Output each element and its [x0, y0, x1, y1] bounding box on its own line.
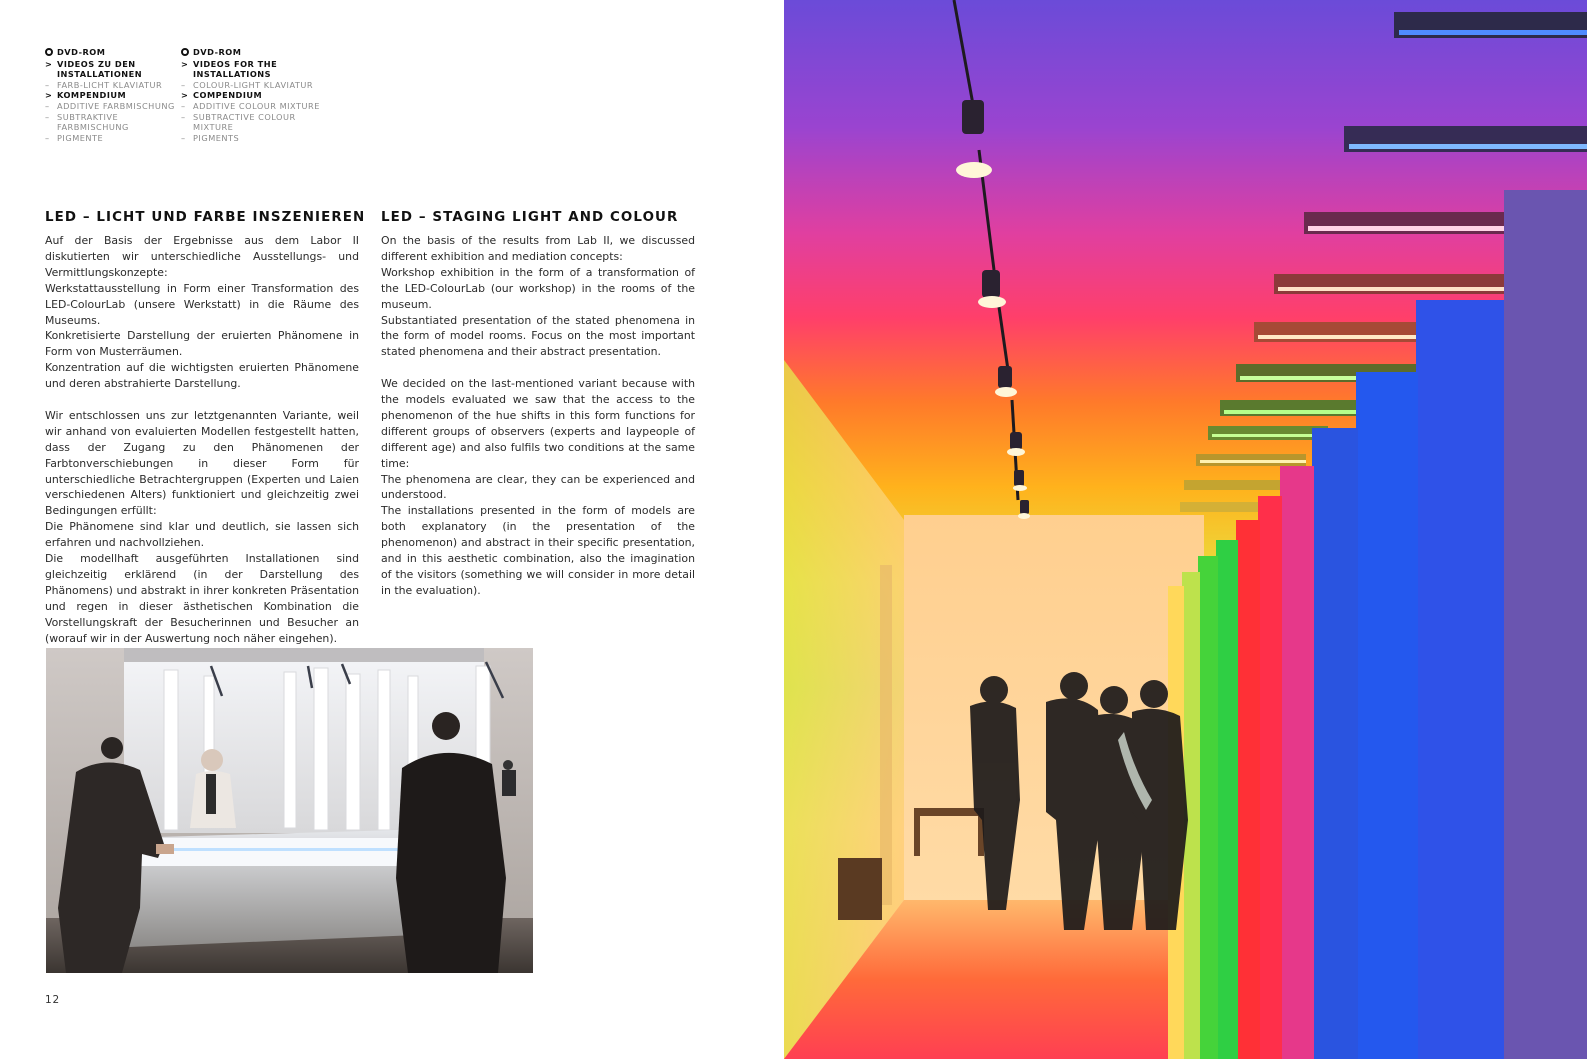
paragraph: Konzentration auf die wichtigsten eruierten Phänomene und deren abstrahierte Darstellung. [45, 361, 359, 391]
nav-item-kompendium[interactable] [45, 90, 180, 101]
nav-item-label: PIGMENTS [193, 132, 240, 143]
nav-item-label: VIDEOS ZU DEN INSTALLATIONEN [57, 58, 143, 80]
dash-marker-icon: – [45, 111, 50, 122]
nav-item-label: PIGMENTE [57, 132, 104, 143]
paragraph: Auf der Basis der Ergebnisse aus dem Labor II diskutierten wir unterschiedliche Ausstellungs- und Vermittlungskonzepte: [45, 234, 359, 279]
nav-item-colour-light[interactable] [181, 80, 321, 91]
paragraph: Wir entschlossen uns zur letztgenannten Variante, weil wir anhand von evaluierten Modellen festgestellt hatten, dass der Zugang zu den Phänomenen der Farbtonverschiebungen in dieser Form für unterschiedliche Betrachtergruppen (Experten und Laien verschiedenen Alters) funktioniert und gleichzeitig zwei Bedingungen erfüllt: [45, 408, 359, 518]
page-number: 12 [45, 994, 60, 1006]
nav-item-subtractive[interactable] [181, 112, 321, 133]
nav-item-dvd-rom[interactable] [181, 47, 321, 59]
nav-item-label: DVD-ROM [193, 47, 242, 57]
dash-marker-icon: – [45, 132, 50, 143]
dash-marker-icon: – [45, 100, 50, 111]
circle-bullet-icon [181, 47, 193, 59]
nav-item-pigments[interactable] [181, 133, 321, 144]
dash-marker-icon: – [181, 111, 186, 122]
nav-item-farb-licht[interactable] [45, 80, 180, 91]
paragraph: Werkstattausstellung in Form einer Transformation des LED-ColourLab (unsere Werkstatt) in die Räume des Museums. [45, 281, 359, 327]
dash-marker-icon: – [181, 132, 186, 143]
dash-marker-icon: – [181, 79, 186, 90]
photo-exhibition-table [46, 648, 533, 973]
nav-item-label: COLOUR-LIGHT KLAVIATUR [193, 79, 314, 90]
arrow-marker-icon: > [181, 58, 189, 69]
nav-menu-german [45, 47, 180, 143]
arrow-marker-icon: > [45, 58, 53, 69]
photo-rainbow-corridor-image [784, 0, 1587, 1059]
nav-item-label: ADDITIVE FARBMISCHUNG [57, 100, 175, 111]
nav-item-label: FARB-LICHT KLAVIATUR [57, 79, 163, 90]
heading-english: LED – STAGING LIGHT AND COLOUR [381, 210, 679, 225]
nav-item-label: KOMPENDIUM [57, 90, 127, 101]
circle-bullet-icon [45, 47, 57, 59]
heading-german: LED – LICHT UND FARBE INSZENIEREN [45, 210, 366, 225]
arrow-marker-icon: > [45, 90, 53, 101]
paragraph: Workshop exhibition in the form of a transformation of the LED-ColourLab (our workshop) in the rooms of the museum. [381, 265, 695, 311]
paragraph: Die modellhaft ausgeführten Installationen sind gleichzeitig erklärend (in der Darstellung des Phänomens) und abstrakt in ihrer konkreten Präsentation und regen in dieser ästhetischen Kombination die Vorstellungskraft der Besucherinnen und Besucher an (worauf wir in der Auswertung noch näher eingehen). [45, 552, 359, 645]
nav-item-additive[interactable] [45, 101, 180, 112]
nav-item-subtraktive[interactable] [45, 112, 180, 133]
paragraph: On the basis of the results from Lab II, we discussed different exhibition and mediation concepts: [381, 234, 695, 263]
dash-marker-icon: – [181, 100, 186, 111]
photo-exhibition-table-image [46, 648, 533, 973]
nav-item-dvd-rom[interactable] [45, 47, 180, 59]
paragraph: The phenomena are clear, they can be experienced and understood. [381, 472, 695, 502]
nav-item-label: ADDITIVE COLOUR MIXTURE [193, 100, 320, 111]
paragraph: Die Phänomene sind klar und deutlich, sie lassen sich erfahren und nachvollziehen. [45, 520, 359, 550]
nav-item-label: SUBTRACTIVE COLOUR MIXTURE [193, 111, 296, 133]
paragraph: Substantiated presentation of the stated phenomena in the form of model rooms. Focus on the most important stated phenomena and their abstract presentation. [381, 313, 695, 359]
arrow-marker-icon: > [181, 90, 189, 101]
nav-item-label: VIDEOS FOR THE INSTALLATIONS [193, 58, 278, 80]
nav-item-videos[interactable] [45, 59, 180, 80]
nav-item-videos[interactable] [181, 59, 321, 80]
nav-item-pigmente[interactable] [45, 133, 180, 144]
nav-item-label: DVD-ROM [57, 47, 106, 57]
dash-marker-icon: – [45, 79, 50, 90]
body-text-english [381, 233, 695, 599]
nav-item-label: COMPENDIUM [193, 90, 263, 101]
paragraph: Konkretisierte Darstellung der eruierten Phänomene in Form von Musterräumen. [45, 329, 359, 359]
paragraph: The installations presented in the form of models are both explanatory (in the presentation of the phenomenon) and abstract in their specific presentation, and in this aesthetic combination, also the imagination of the visitors (something we will consider in more detail in the evaluation). [381, 504, 695, 597]
paragraph: We decided on the last-mentioned variant because with the models evaluated we saw that the access to the phenomenon of the hue shifts in this form functions for different groups of observers (experts and laypeople of different age) and also fulfils two conditions at the same time: [381, 377, 695, 470]
nav-item-additive[interactable] [181, 101, 321, 112]
nav-item-label: SUBTRAKTIVE FARBMISCHUNG [57, 111, 129, 133]
nav-menu-english [181, 47, 321, 143]
nav-item-compendium[interactable] [181, 90, 321, 101]
photo-rainbow-corridor [784, 0, 1587, 1059]
body-text-german [45, 233, 359, 647]
